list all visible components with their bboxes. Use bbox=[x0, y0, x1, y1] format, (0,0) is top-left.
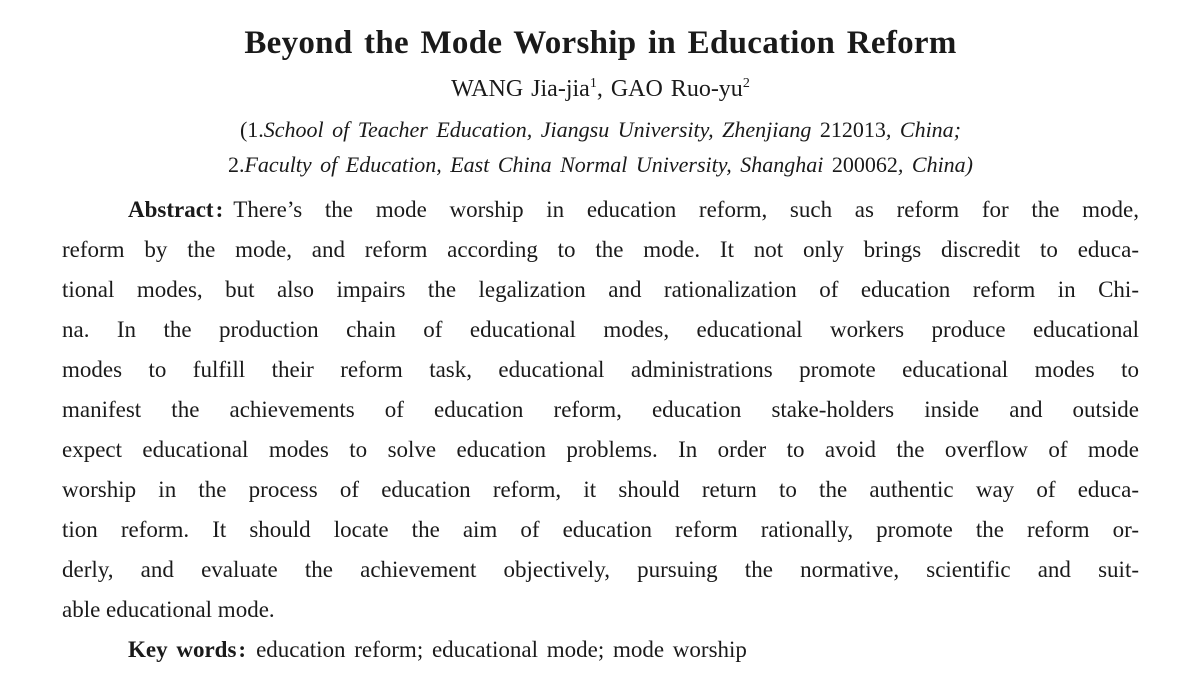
author-1-superscript: 1 bbox=[589, 76, 597, 91]
abstract-line-6: manifest the achievements of education reform, education stake-holders inside and outside bbox=[62, 397, 1139, 422]
abstract-line-9: tion reform. It should locate the aim of education reform rationally, promote the reform or- bbox=[62, 517, 1139, 542]
abstract-line-11: able educational mode. bbox=[62, 597, 275, 622]
affiliation-1-postcode: 212013 bbox=[811, 117, 886, 142]
abstract-line-4: na. In the production chain of educational modes, educational workers produce educational bbox=[62, 317, 1139, 342]
abstract-line-8: worship in the process of education reform, it should return to the authentic way of educa- bbox=[62, 477, 1139, 502]
abstract-colon: : bbox=[215, 197, 224, 222]
authors-line bbox=[62, 73, 1139, 105]
affiliation-1-number: (1. bbox=[239, 117, 264, 142]
abstract-line-2: reform by the mode, and reform according to the mode. It not only brings discredit to educa- bbox=[62, 237, 1139, 262]
affiliation-line-1 bbox=[62, 112, 1139, 147]
abstract-line-1-text: There’s the mode worship in education reform, such as reform for the mode, bbox=[233, 197, 1139, 222]
abstract-line-10: derly, and evaluate the achievement objectively, pursuing the normative, scientific and suit- bbox=[62, 557, 1139, 582]
abstract-line-3: tional modes, but also impairs the legalization and rationalization of education reform in Chi- bbox=[62, 277, 1139, 302]
abstract-line-7: expect educational modes to solve education problems. In order to avoid the overflow of mode bbox=[62, 437, 1139, 462]
affiliation-1-text: School of Teacher Education, Jiangsu University, Zhenjiang bbox=[263, 117, 812, 142]
keywords-label: Key words bbox=[128, 637, 237, 662]
abstract-line-5: modes to fulfill their reform task, educational administrations promote educational modes to bbox=[62, 357, 1139, 382]
author-2: GAO Ruo-yu bbox=[610, 76, 743, 102]
affiliation-1-country: , China; bbox=[885, 117, 962, 142]
affiliation-line-2 bbox=[62, 147, 1139, 182]
keywords-colon: : bbox=[238, 637, 247, 662]
paper-title: Beyond the Mode Worship in Education Reform bbox=[244, 25, 957, 61]
affiliations-block bbox=[62, 112, 1139, 182]
affiliation-2-postcode: 200062 bbox=[823, 152, 898, 177]
abstract-label: Abstract bbox=[128, 197, 214, 222]
affiliation-2-number: 2. bbox=[227, 152, 245, 177]
abstract-line-1 bbox=[62, 190, 1139, 230]
author-2-superscript: 2 bbox=[742, 76, 750, 91]
affiliation-2-text: Faculty of Education, East China Normal University, Shanghai bbox=[244, 152, 824, 177]
affiliation-2-country: , China) bbox=[897, 152, 974, 177]
author-1: WANG Jia-jia bbox=[451, 76, 590, 102]
keywords-line bbox=[62, 630, 1139, 670]
keywords-text: education reform; educational mode; mode worship bbox=[256, 637, 747, 662]
abstract-section bbox=[62, 190, 1139, 670]
authors-separator: , bbox=[596, 76, 611, 102]
